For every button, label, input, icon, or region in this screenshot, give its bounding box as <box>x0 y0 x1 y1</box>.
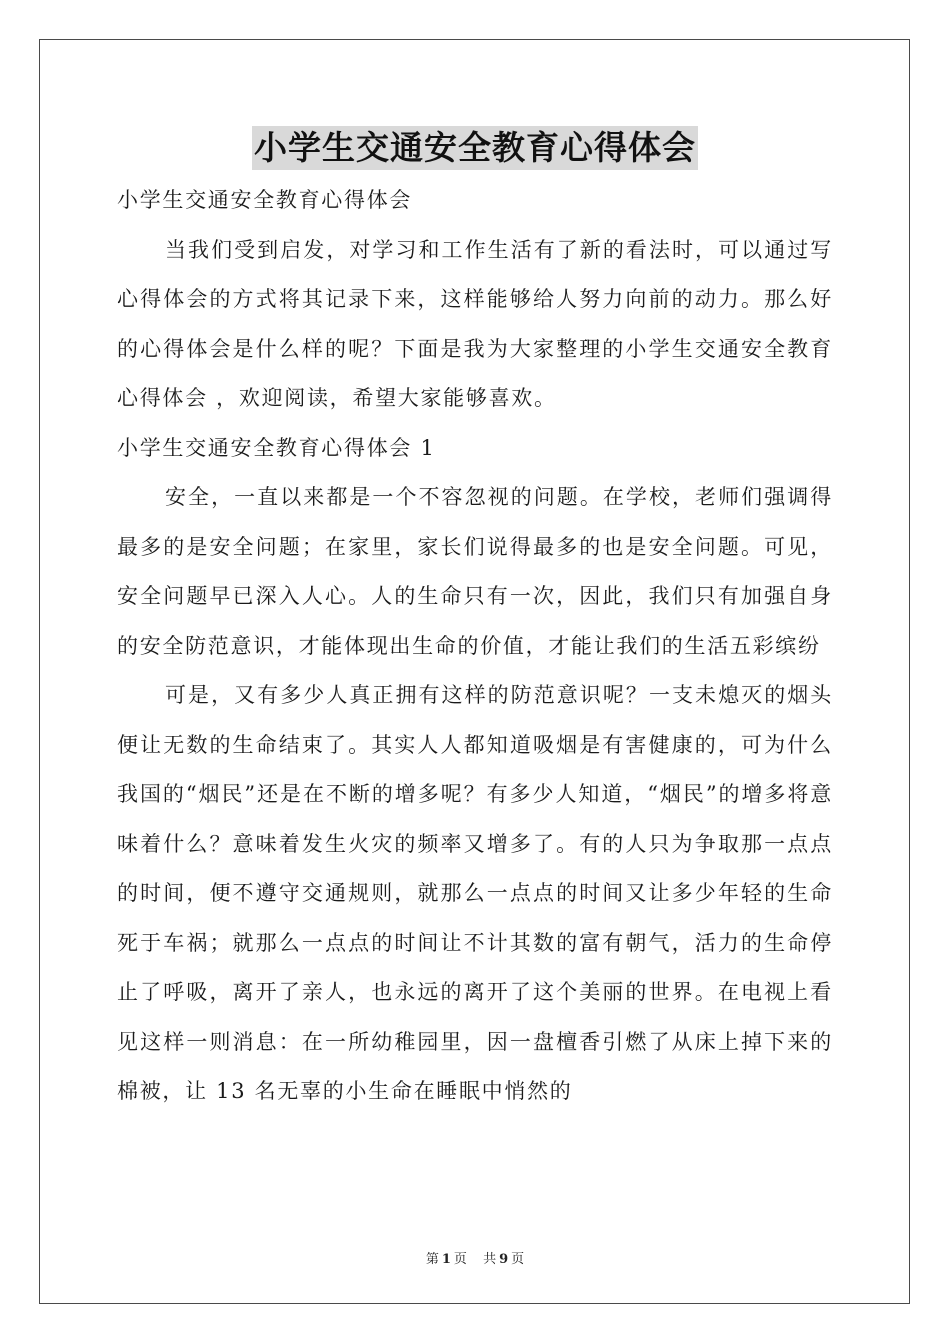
document-title: 小学生交通安全教育心得体会 <box>252 126 698 170</box>
title-container <box>0 126 950 170</box>
page-prefix: 第 <box>425 1252 439 1267</box>
total-suffix: 页 <box>511 1252 525 1267</box>
total-prefix: 共 <box>483 1252 497 1267</box>
page-footer <box>0 1248 950 1267</box>
document-body <box>117 176 833 1117</box>
total-count: 9 <box>499 1252 509 1267</box>
document-subtitle: 小学生交通安全教育心得体会 <box>117 188 413 212</box>
page-number <box>423 1252 470 1267</box>
section-heading: 小学生交通安全教育心得体会 1 <box>117 435 436 460</box>
page-suffix: 页 <box>453 1252 467 1267</box>
body-paragraph-2: 可是，又有多少人真正拥有这样的防范意识呢？一支未熄灭的烟头便让无数的生命结束了。其实人人都知道吸烟是有害健康的，可为什么我国的“烟民”还是在不断的增多呢？有多少人知道，“烟民”的增多将意味着什么？意味着发生火灾的频率又增多了。有的人只为争取那一点点的时间，便不遵守交通规则，就那么一点点的时间又让多少年轻的生命死于车祸；就那么一点点的时间让不计其数的富有朝气，活力的生命停止了呼吸，离开了亲人，也永远的离开了这个美丽的世界。在电视上看见这样一则消息：在一所幼稚园里，因一盘檀香引燃了从床上掉下来的棉被，让 13 名无辜的小生命在睡眠中悄然的 <box>117 683 833 1103</box>
page-current: 1 <box>441 1252 451 1267</box>
intro-paragraph: 当我们受到启发，对学习和工作生活有了新的看法时，可以通过写心得体会的方式将其记录下来，这样能够给人努力向前的动力。那么好的心得体会是什么样的呢？下面是我为大家整理的小学生交通安全教育心得体会 ，欢迎阅读，希望大家能够喜欢。 <box>117 237 833 410</box>
page-total <box>480 1252 527 1267</box>
body-paragraph-1: 安全，一直以来都是一个不容忽视的问题。在学校，老师们强调得最多的是安全问题；在家里，家长们说得最多的也是安全问题。可见，安全问题早已深入人心。人的生命只有一次，因此，我们只有加强自身的安全防范意识，才能体现出生命的价值，才能让我们的生活五彩缤纷 <box>117 485 833 658</box>
